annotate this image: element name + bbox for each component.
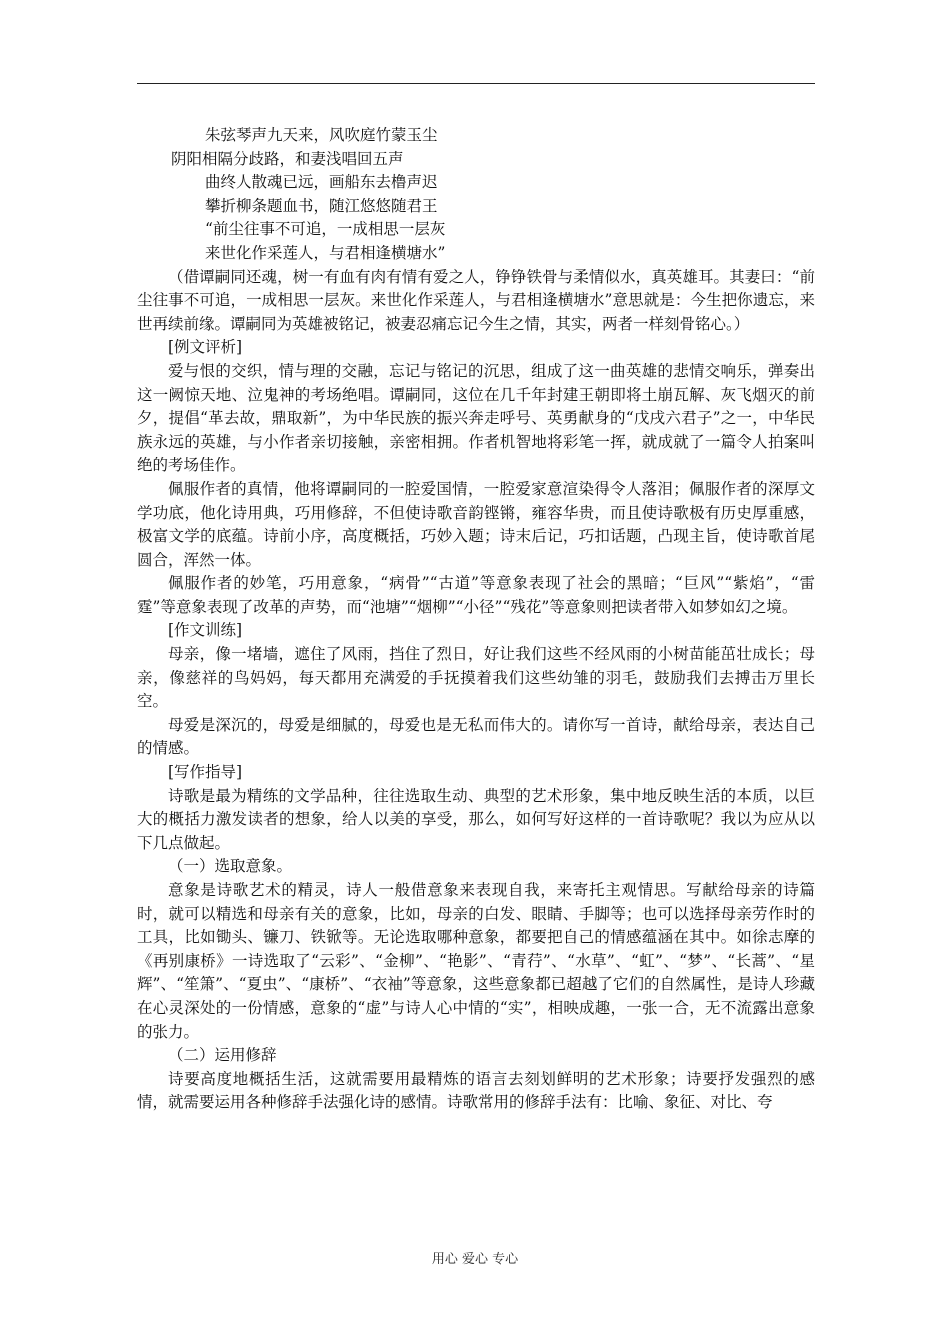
page-footer: 用心 爱心 专心	[431, 1252, 519, 1267]
guidance-heading: [写作指导]	[168, 763, 243, 782]
analysis-paragraph: 佩服作者的真情，他将谭嗣同的一腔爱国情，一腔爱家意渲染得令人落泪；佩服作者的深厚文学功底，他化诗用典，巧用修辞，不但使诗歌音韵铿锵，雍容华贵，而且使诗歌极有历史厚重感，极富文学的底蕴。诗前小序，高度概括，巧妙入题；诗末后记，巧扣话题，凸现主旨，使诗歌首尾圆合，浑然一体。	[137, 479, 815, 569]
section-text-rhetoric: 诗要高度地概括生活，这就需要用最精炼的语言去刻划鲜明的艺术形象；诗要抒发强烈的感情，就需要运用各种修辞手法强化诗的感情。诗歌常用的修辞手法有：比喻、象征、对比、夸	[137, 1069, 815, 1112]
poem-line: “前尘往事不可追，一成相思一层灰	[205, 220, 446, 239]
analysis-heading: [例文评析]	[168, 338, 243, 357]
section-text-imagery: 意象是诗歌艺术的精灵，诗人一般借意象来表现自我，来寄托主观情思。写献给母亲的诗篇时，就可以精选和母亲有关的意象，比如，母亲的白发、眼睛、手脚等；也可以选择母亲劳作时的工具，比如锄头、镰刀、铁锨等。无论选取哪种意象，都要把自己的情感蕴涵在其中。如徐志摩的《再别康桥》一诗选取了“云彩”、“金柳”、“艳影”、“青荇”、“水草”、“虹”、“梦”、“长蒿”、“星辉”、“笙箫”、“夏虫”、“康桥”、“衣袖”等意象，这些意象都已超越了它们的自然属性，是诗人珍藏在心灵深处的一份情感，意象的“虚”与诗人心中情的“实”，相映成趣，一张一合，无不流露出意象的张力。	[137, 881, 815, 1041]
poem-line: 阴阳相隔分歧路，和妻浅唱回五声	[171, 149, 404, 168]
poem-postscript: （借谭嗣同还魂，树一有血有肉有情有爱之人，铮铮铁骨与柔情似水，真英雄耳。其妻曰：“前尘往事不可追，一成相思一层灰。来世化作采莲人，与君相逢横塘水”意思就是：今生把你遗忘，来世再续前缘。谭嗣同为英雄被铭记，被妻忍痛忘记今生之情，其实，两者一样刻骨铭心。）	[137, 267, 815, 333]
section-title-imagery: （一）选取意象。	[168, 857, 293, 876]
guidance-intro: 诗歌是最为精练的文学品种，往往选取生动、典型的艺术形象，集中地反映生活的本质，以巨大的概括力激发读者的想象，给人以美的享受，那么，如何写好这样的一首诗歌呢？我以为应从以下几点做起。	[137, 786, 815, 852]
poem-line: 攀折柳条题血书，随江悠悠随君王	[205, 196, 438, 215]
header-rule	[137, 83, 815, 84]
training-heading: [作文训练]	[168, 621, 243, 640]
poem-line: 来世化作采莲人，与君相逢横塘水”	[205, 243, 446, 262]
training-paragraph: 母亲，像一堵墙，遮住了风雨，挡住了烈日，好让我们这些不经风雨的小树苗能茁壮成长；母亲，像慈祥的鸟妈妈，每天都用充满爱的手抚摸着我们这些幼雏的羽毛，鼓励我们去搏击万里长空。	[137, 645, 815, 711]
poem-line: 朱弦琴声九天来，风吹庭竹蒙玉尘	[205, 126, 438, 144]
document-body	[137, 124, 815, 1115]
training-paragraph: 母爱是深沉的，母爱是细腻的，母爱也是无私而伟大的。请你写一首诗，献给母亲，表达自己的情感。	[137, 715, 815, 758]
analysis-paragraph: 爱与恨的交织，情与理的交融，忘记与铭记的沉思，组成了这一曲英雄的悲情交响乐，弹奏出这一阙惊天地、泣鬼神的考场绝唱。谭嗣同，这位在几千年封建王朝即将土崩瓦解、灰飞烟灭的前夕，提倡“革去故，鼎取新”，为中华民族的振兴奔走呼号、英勇献身的“戊戌六君子”之一，中华民族永远的英雄，与小作者亲切接触，亲密相拥。作者机智地将彩笔一挥，就成就了一篇令人拍案叫绝的考场佳作。	[137, 361, 815, 475]
analysis-paragraph: 佩服作者的妙笔，巧用意象，“病骨”“古道”等意象表现了社会的黑暗；“巨风”“紫焰”，“雷霆”等意象表现了改革的声势，而“池塘”“烟柳”“小径”“残花”等意象则把读者带入如梦如幻之境。	[137, 574, 815, 616]
poem	[137, 124, 815, 266]
poem-line: 曲终人散魂已远，画船东去橹声迟	[205, 173, 438, 192]
section-title-rhetoric: （二）运用修辞	[168, 1046, 277, 1065]
